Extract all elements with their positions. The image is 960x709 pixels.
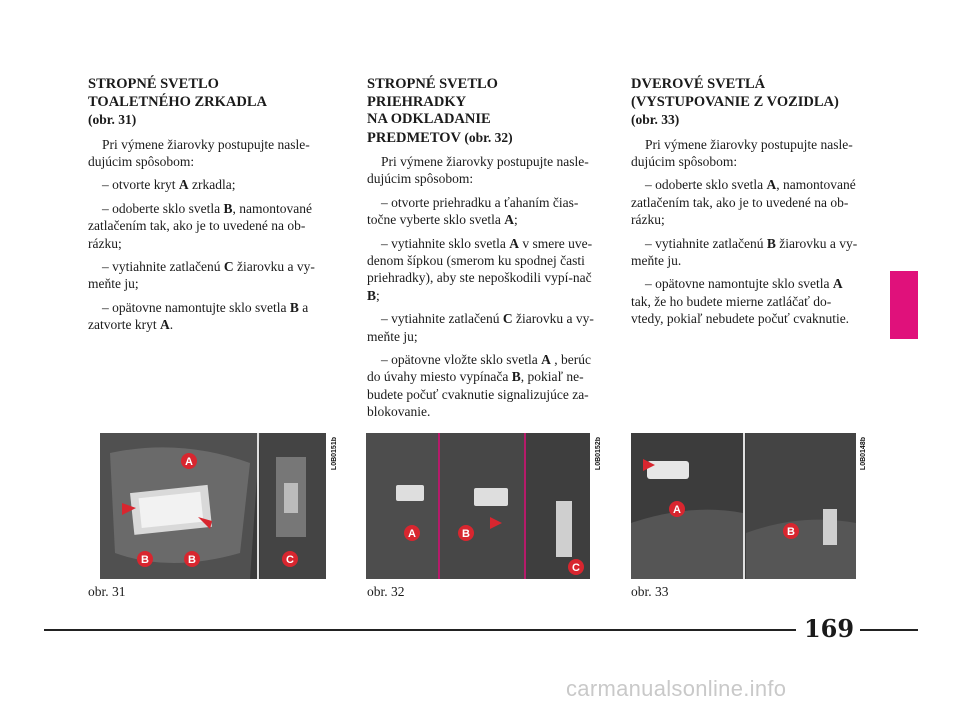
section-title: DVEROVÉ SVETLÁ (VYSTUPOVANIE Z VOZIDLA) (obr. 33) xyxy=(631,76,839,127)
step-2: – odoberte sklo svetla B, namontované zatlačením tak, ako je to uvedené na ob-rázku; xyxy=(88,200,312,251)
section-tab-marker xyxy=(890,271,918,339)
step-1: – odoberte sklo svetla A, namontované zatlačením tak, ako je to uvedené na ob-rázku; xyxy=(631,177,856,228)
section-vanity-mirror-light xyxy=(88,76,320,340)
figure-33-illustration xyxy=(631,433,856,579)
figure-code: L0B0151b xyxy=(331,437,338,471)
figure-caption: obr. 31 xyxy=(88,584,126,599)
callout-label: C xyxy=(572,562,580,574)
step-2: – vytiahnite zatlačenú B žiarovku a vy-meňte ju. xyxy=(631,235,858,268)
lead-paragraph: Pri výmene žiarovky postupujte nasle-dujúcim spôsobom: xyxy=(631,136,853,169)
section-glovebox-light xyxy=(367,76,599,427)
step-1: – otvorte priehradku a ťahaním čias-točne vyberte sklo svetla A; xyxy=(367,194,579,228)
lead-paragraph: Pri výmene žiarovky postupujte nasle-dujúcim spôsobom: xyxy=(367,154,589,187)
footer-rule-left xyxy=(44,629,796,631)
figure-code: L0B0152b xyxy=(595,437,602,471)
figure-caption: obr. 33 xyxy=(631,584,669,599)
callout-label: C xyxy=(286,554,294,566)
step-4: – opätovne vložte sklo svetla A , berúc do úvahy miesto vypínača B, pokiaľ ne-budete počuť cvaknutie signalizujúce za-blokovanie. xyxy=(367,352,591,420)
callout-label: B xyxy=(787,526,795,538)
step-2: – vytiahnite sklo svetla A v smere uve-denom šípkou (smerom ku spodnej časti priehradky), aby ste nepoškodili vypí-nač B; xyxy=(367,235,593,303)
callout-label: A xyxy=(185,456,193,468)
step-3: – opätovne namontujte sklo svetla A tak, že ho budete mierne zatláčať do-vtedy, pokiaľ nebudete počuť cvaknutie. xyxy=(631,276,850,327)
section-title: STROPNÉ SVETLO PRIEHRADKY NA ODKLADANIE PREDMETOV (obr. 32) xyxy=(367,76,513,146)
lead-paragraph: Pri výmene žiarovky postupujte nasle-dujúcim spôsobom: xyxy=(88,136,310,169)
callout-label: A xyxy=(673,504,681,516)
callout-label: B xyxy=(462,528,470,540)
figure-32-illustration xyxy=(366,433,590,579)
footer-rule-right xyxy=(860,629,918,631)
step-3: – vytiahnite zatlačenú C žiarovku a vy-meňte ju; xyxy=(367,311,594,344)
watermark: carmanualsonline.info xyxy=(566,676,787,701)
figure-31-illustration xyxy=(100,433,326,579)
figure-31-photo xyxy=(100,433,326,579)
section-door-lights xyxy=(631,76,863,334)
callout-label: A xyxy=(408,528,416,540)
step-3: – vytiahnite zatlačenú C žiarovku a vy-meňte ju; xyxy=(88,258,315,292)
section-title: STROPNÉ SVETLO TOALETNÉHO ZRKADLA (obr. 31) xyxy=(88,76,268,127)
figure-caption: obr. 32 xyxy=(367,584,405,599)
step-4: – opätovne namontujte sklo svetla B a zatvorte kryt A. xyxy=(88,299,309,333)
callout-label: B xyxy=(188,554,196,566)
page-number: 169 xyxy=(803,614,855,643)
callout-label: B xyxy=(141,554,149,566)
figure-32-photo xyxy=(366,433,590,579)
figure-33-photo xyxy=(631,433,856,579)
figure-code: L0B0148b xyxy=(860,437,867,471)
step-1: – otvorte kryt A zrkadla; xyxy=(102,177,236,193)
